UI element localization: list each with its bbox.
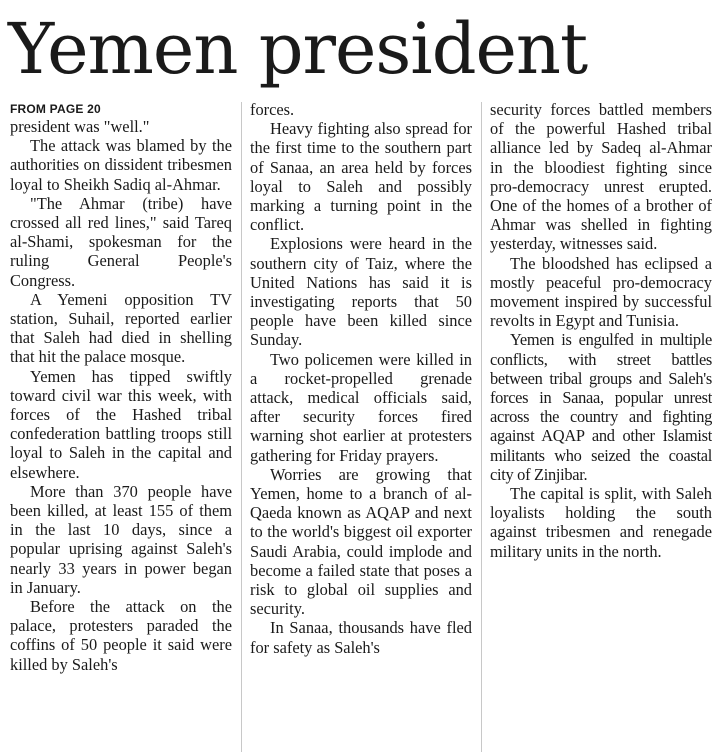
paragraph: "The Ahmar (tribe) have crossed all red lines," said Tareq al-Shami, spokesman for the ruling General People's Congress. <box>10 193 232 290</box>
paragraph: Yemen is engulfed in multiple conflicts, with street battles between tribal groups and Saleh's forces in Sanaa, popular unrest across the country and fighting against AQAP and other Islamist militants who seized the coastal city of Zinjibar. <box>490 330 712 484</box>
paragraph: The capital is split, with Saleh loyalists holding the south against tribesmen and renegade military units in the north. <box>490 484 712 561</box>
jump-line: FROM PAGE 20 <box>10 102 101 116</box>
headline: Yemen president <box>8 8 588 90</box>
paragraph: Two policemen were killed in a rocket-propelled grenade attack, medical officials said, after security forces fired warning shot earlier at protesters gathering for Friday prayers. <box>250 349 472 465</box>
paragraph: Heavy fighting also spread for the first time to the southern part of Sanaa, an area held by forces loyal to Saleh and possibly marking a turning point in the conflict. <box>250 119 472 235</box>
column-divider <box>241 102 242 752</box>
paragraph: forces. <box>250 100 295 119</box>
paragraph: A Yemeni opposition TV station, Suhail, reported earlier that Saleh had died in shelling that hit the palace mosque. <box>10 289 232 367</box>
paragraph: security forces battled members of the powerful Hashed tribal alliance led by Sadeq al-Ahmar in the bloodiest fighting since pro-democracy unrest erupted. One of the homes of a brother of Ahmar was shelled in fighting yesterday, witnesses said. <box>490 100 712 254</box>
paragraph: In Sanaa, thousands have fled for safety as Saleh's <box>250 618 472 657</box>
paragraph: More than 370 people have been killed, at least 155 of them in the last 10 days, since a popular uprising against Saleh's nearly 33 years in power began in January. <box>10 481 232 597</box>
column-3 <box>490 100 712 752</box>
paragraph: Worries are growing that Yemen, home to a branch of al-Qaeda known as AQAP and next to the world's biggest oil exporter Saudi Arabia, could implode and become a failed state that poses a risk to global oil supplies and security. <box>250 464 472 619</box>
column-1 <box>10 100 232 752</box>
column-2 <box>250 100 472 752</box>
paragraph: The attack was blamed by the authorities on dissident tribesmen loyal to Sheikh Sadiq al-Ahmar. <box>10 136 232 194</box>
paragraph: Explosions were heard in the southern city of Taiz, where the United Nations has said it is investigating reports that 50 people have been killed since Sunday. <box>250 234 472 350</box>
paragraph: The bloodshed has eclipsed a mostly peaceful pro-democracy movement inspired by successful revolts in Egypt and Tunisia. <box>490 253 712 331</box>
paragraph: Before the attack on the palace, protesters paraded the coffins of 50 people it said were killed by Saleh's <box>10 597 232 674</box>
column-divider <box>481 102 482 752</box>
paragraph: Yemen has tipped swiftly toward civil war this week, with forces of the Hashed tribal confederation battling troops still loyal to Saleh in the capital and elsewhere. <box>10 366 232 482</box>
paragraph: president was "well." <box>10 117 150 136</box>
